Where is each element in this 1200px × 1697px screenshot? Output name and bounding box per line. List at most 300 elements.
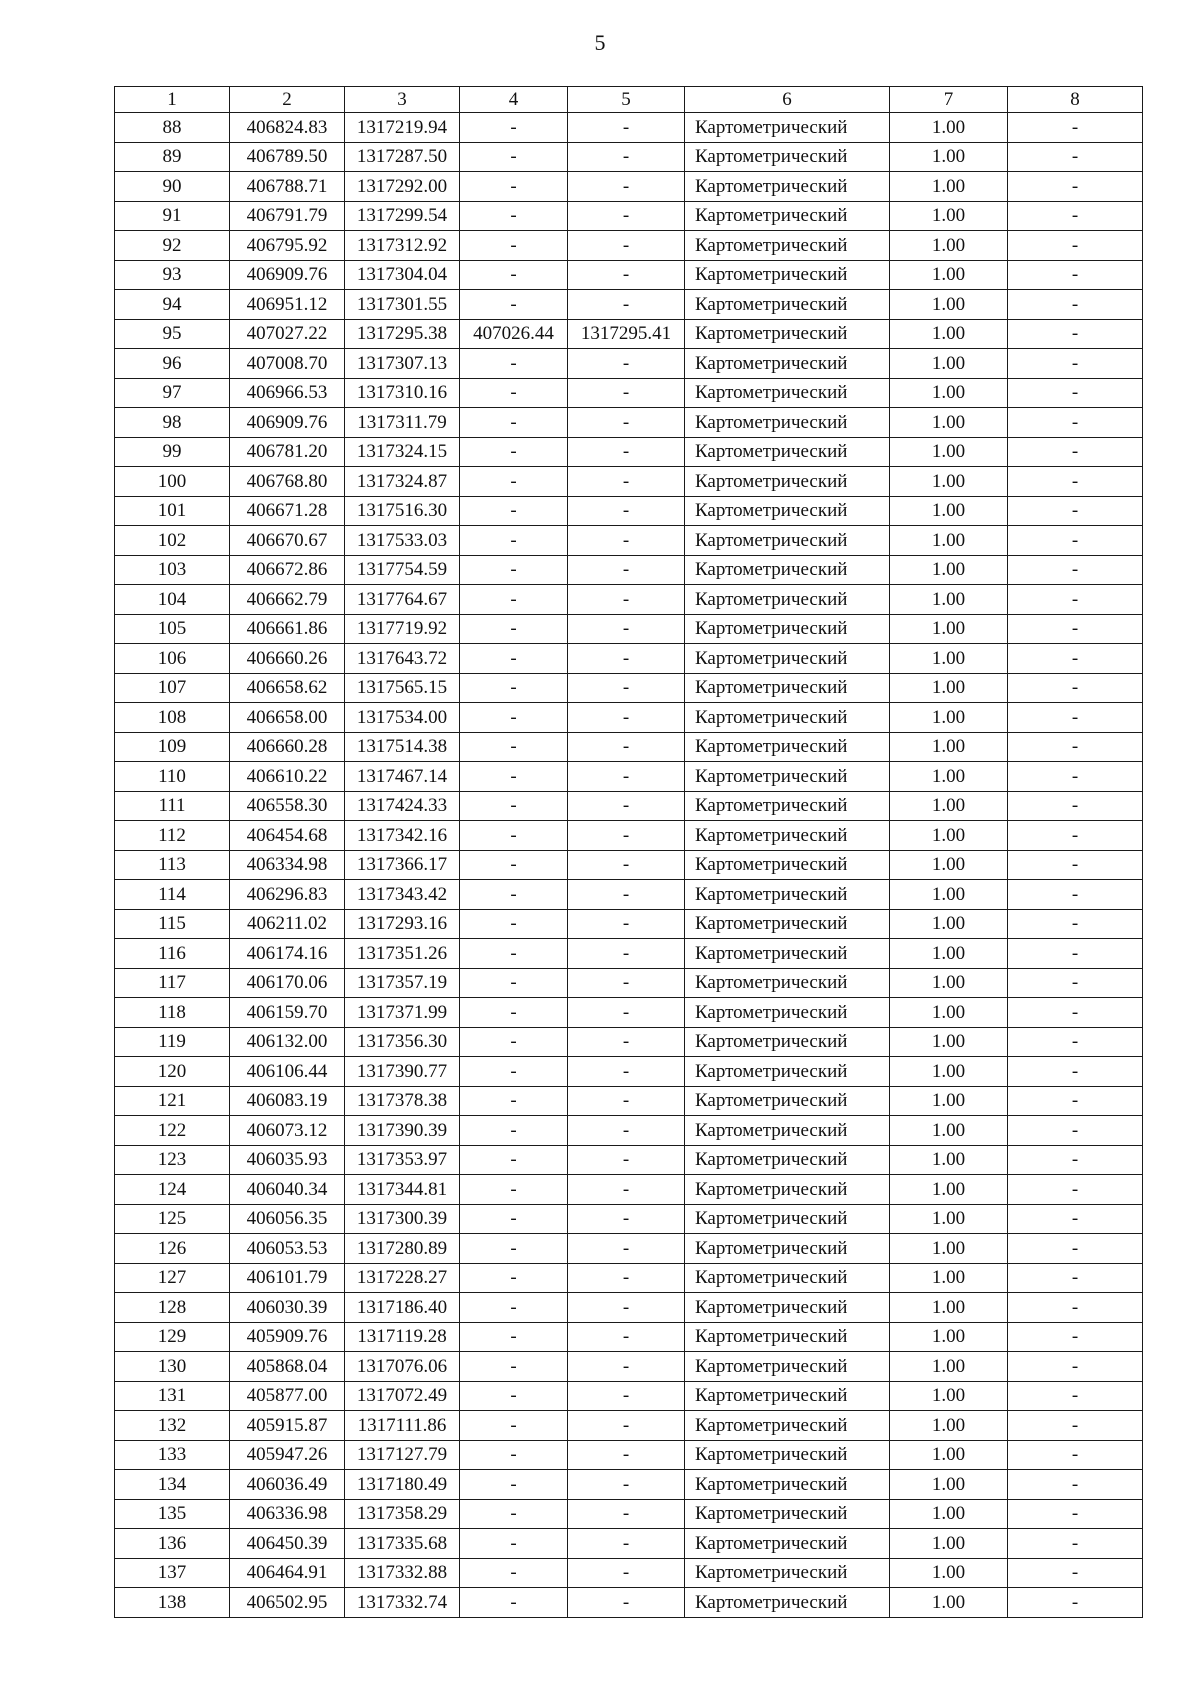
y-coordinate-cell: 1317343.42 <box>345 880 460 910</box>
x-coordinate-cell: 405909.76 <box>230 1322 345 1352</box>
x-coordinate-alt-cell: - <box>460 791 568 821</box>
x-coordinate-alt-cell: - <box>460 968 568 998</box>
x-coordinate-alt-cell: - <box>460 526 568 556</box>
accuracy-cell: 1.00 <box>890 142 1008 172</box>
method-cell: Картометрический <box>685 1027 890 1057</box>
method-cell: Картометрический <box>685 526 890 556</box>
note-cell: - <box>1008 968 1143 998</box>
y-coordinate-alt-cell: - <box>568 201 685 231</box>
note-cell: - <box>1008 172 1143 202</box>
accuracy-cell: 1.00 <box>890 408 1008 438</box>
x-coordinate-alt-cell: - <box>460 201 568 231</box>
x-coordinate-cell: 405877.00 <box>230 1381 345 1411</box>
table-row <box>115 201 1143 231</box>
x-coordinate-alt-cell: - <box>460 1027 568 1057</box>
point-number-cell: 103 <box>115 555 230 585</box>
y-coordinate-cell: 1317299.54 <box>345 201 460 231</box>
x-coordinate-cell: 406658.00 <box>230 703 345 733</box>
method-cell: Картометрический <box>685 1440 890 1470</box>
method-cell: Картометрический <box>685 1293 890 1323</box>
x-coordinate-cell: 406909.76 <box>230 260 345 290</box>
y-coordinate-cell: 1317180.49 <box>345 1470 460 1500</box>
y-coordinate-alt-cell: - <box>568 1204 685 1234</box>
column-header: 5 <box>568 87 685 113</box>
method-cell: Картометрический <box>685 142 890 172</box>
table-row <box>115 1470 1143 1500</box>
accuracy-cell: 1.00 <box>890 1204 1008 1234</box>
note-cell: - <box>1008 614 1143 644</box>
accuracy-cell: 1.00 <box>890 290 1008 320</box>
note-cell: - <box>1008 113 1143 143</box>
y-coordinate-alt-cell: - <box>568 1086 685 1116</box>
note-cell: - <box>1008 349 1143 379</box>
point-number-cell: 106 <box>115 644 230 674</box>
x-coordinate-cell: 406791.79 <box>230 201 345 231</box>
y-coordinate-alt-cell: - <box>568 172 685 202</box>
x-coordinate-cell: 406296.83 <box>230 880 345 910</box>
column-header: 6 <box>685 87 890 113</box>
table-row <box>115 1234 1143 1264</box>
x-coordinate-alt-cell: - <box>460 1352 568 1382</box>
x-coordinate-cell: 406909.76 <box>230 408 345 438</box>
y-coordinate-cell: 1317076.06 <box>345 1352 460 1382</box>
table-row <box>115 378 1143 408</box>
x-coordinate-alt-cell: - <box>460 1263 568 1293</box>
y-coordinate-alt-cell: - <box>568 437 685 467</box>
accuracy-cell: 1.00 <box>890 1411 1008 1441</box>
accuracy-cell: 1.00 <box>890 1086 1008 1116</box>
table-row <box>115 614 1143 644</box>
x-coordinate-cell: 406795.92 <box>230 231 345 261</box>
accuracy-cell: 1.00 <box>890 762 1008 792</box>
note-cell: - <box>1008 1381 1143 1411</box>
point-number-cell: 126 <box>115 1234 230 1264</box>
x-coordinate-alt-cell: - <box>460 1234 568 1264</box>
x-coordinate-alt-cell: - <box>460 1322 568 1352</box>
x-coordinate-alt-cell: - <box>460 1558 568 1588</box>
point-number-cell: 133 <box>115 1440 230 1470</box>
method-cell: Картометрический <box>685 1263 890 1293</box>
x-coordinate-cell: 406101.79 <box>230 1263 345 1293</box>
point-number-cell: 100 <box>115 467 230 497</box>
x-coordinate-alt-cell: - <box>460 467 568 497</box>
table-row <box>115 585 1143 615</box>
point-number-cell: 114 <box>115 880 230 910</box>
y-coordinate-alt-cell: 1317295.41 <box>568 319 685 349</box>
note-cell: - <box>1008 319 1143 349</box>
y-coordinate-cell: 1317467.14 <box>345 762 460 792</box>
note-cell: - <box>1008 880 1143 910</box>
y-coordinate-alt-cell: - <box>568 1558 685 1588</box>
column-header: 3 <box>345 87 460 113</box>
note-cell: - <box>1008 1470 1143 1500</box>
y-coordinate-cell: 1317293.16 <box>345 909 460 939</box>
y-coordinate-alt-cell: - <box>568 1588 685 1618</box>
y-coordinate-alt-cell: - <box>568 1322 685 1352</box>
table-row <box>115 1499 1143 1529</box>
y-coordinate-alt-cell: - <box>568 526 685 556</box>
accuracy-cell: 1.00 <box>890 555 1008 585</box>
point-number-cell: 130 <box>115 1352 230 1382</box>
accuracy-cell: 1.00 <box>890 880 1008 910</box>
note-cell: - <box>1008 142 1143 172</box>
point-number-cell: 112 <box>115 821 230 851</box>
method-cell: Картометрический <box>685 1145 890 1175</box>
point-number-cell: 124 <box>115 1175 230 1205</box>
y-coordinate-cell: 1317304.04 <box>345 260 460 290</box>
table-row <box>115 172 1143 202</box>
note-cell: - <box>1008 762 1143 792</box>
x-coordinate-alt-cell: - <box>460 496 568 526</box>
x-coordinate-alt-cell: - <box>460 260 568 290</box>
y-coordinate-alt-cell: - <box>568 555 685 585</box>
x-coordinate-cell: 406660.26 <box>230 644 345 674</box>
point-number-cell: 99 <box>115 437 230 467</box>
y-coordinate-alt-cell: - <box>568 732 685 762</box>
x-coordinate-alt-cell: - <box>460 1499 568 1529</box>
accuracy-cell: 1.00 <box>890 703 1008 733</box>
point-number-cell: 134 <box>115 1470 230 1500</box>
y-coordinate-cell: 1317424.33 <box>345 791 460 821</box>
method-cell: Картометрический <box>685 762 890 792</box>
method-cell: Картометрический <box>685 1411 890 1441</box>
point-number-cell: 120 <box>115 1057 230 1087</box>
x-coordinate-alt-cell: - <box>460 142 568 172</box>
point-number-cell: 115 <box>115 909 230 939</box>
x-coordinate-alt-cell: - <box>460 644 568 674</box>
method-cell: Картометрический <box>685 260 890 290</box>
note-cell: - <box>1008 1322 1143 1352</box>
y-coordinate-cell: 1317390.39 <box>345 1116 460 1146</box>
method-cell: Картометрический <box>685 1175 890 1205</box>
x-coordinate-cell: 406053.53 <box>230 1234 345 1264</box>
method-cell: Картометрический <box>685 1558 890 1588</box>
y-coordinate-cell: 1317514.38 <box>345 732 460 762</box>
y-coordinate-alt-cell: - <box>568 113 685 143</box>
x-coordinate-cell: 406073.12 <box>230 1116 345 1146</box>
y-coordinate-alt-cell: - <box>568 1499 685 1529</box>
table-body <box>115 113 1143 1618</box>
y-coordinate-cell: 1317311.79 <box>345 408 460 438</box>
table-row <box>115 1204 1143 1234</box>
accuracy-cell: 1.00 <box>890 821 1008 851</box>
x-coordinate-alt-cell: - <box>460 1204 568 1234</box>
method-cell: Картометрический <box>685 555 890 585</box>
accuracy-cell: 1.00 <box>890 1234 1008 1264</box>
accuracy-cell: 1.00 <box>890 349 1008 379</box>
point-number-cell: 97 <box>115 378 230 408</box>
table-row <box>115 467 1143 497</box>
x-coordinate-cell: 405868.04 <box>230 1352 345 1382</box>
x-coordinate-alt-cell: - <box>460 408 568 438</box>
y-coordinate-cell: 1317312.92 <box>345 231 460 261</box>
table-row <box>115 1381 1143 1411</box>
x-coordinate-alt-cell: - <box>460 555 568 585</box>
method-cell: Картометрический <box>685 1588 890 1618</box>
table-row <box>115 939 1143 969</box>
y-coordinate-alt-cell: - <box>568 1057 685 1087</box>
note-cell: - <box>1008 260 1143 290</box>
y-coordinate-cell: 1317565.15 <box>345 673 460 703</box>
y-coordinate-cell: 1317228.27 <box>345 1263 460 1293</box>
accuracy-cell: 1.00 <box>890 496 1008 526</box>
x-coordinate-cell: 406672.86 <box>230 555 345 585</box>
table-row <box>115 762 1143 792</box>
accuracy-cell: 1.00 <box>890 260 1008 290</box>
x-coordinate-alt-cell: - <box>460 850 568 880</box>
note-cell: - <box>1008 1529 1143 1559</box>
method-cell: Картометрический <box>685 791 890 821</box>
y-coordinate-alt-cell: - <box>568 1175 685 1205</box>
method-cell: Картометрический <box>685 732 890 762</box>
note-cell: - <box>1008 467 1143 497</box>
accuracy-cell: 1.00 <box>890 1145 1008 1175</box>
table-row <box>115 880 1143 910</box>
y-coordinate-alt-cell: - <box>568 585 685 615</box>
y-coordinate-cell: 1317186.40 <box>345 1293 460 1323</box>
point-number-cell: 88 <box>115 113 230 143</box>
table-row <box>115 1263 1143 1293</box>
y-coordinate-cell: 1317300.39 <box>345 1204 460 1234</box>
page-number: 5 <box>594 30 606 55</box>
accuracy-cell: 1.00 <box>890 1529 1008 1559</box>
y-coordinate-alt-cell: - <box>568 349 685 379</box>
accuracy-cell: 1.00 <box>890 1558 1008 1588</box>
y-coordinate-alt-cell: - <box>568 909 685 939</box>
method-cell: Картометрический <box>685 172 890 202</box>
x-coordinate-alt-cell: - <box>460 1440 568 1470</box>
accuracy-cell: 1.00 <box>890 1470 1008 1500</box>
x-coordinate-cell: 407027.22 <box>230 319 345 349</box>
accuracy-cell: 1.00 <box>890 1175 1008 1205</box>
note-cell: - <box>1008 290 1143 320</box>
method-cell: Картометрический <box>685 1529 890 1559</box>
table-row <box>115 1145 1143 1175</box>
table-row <box>115 113 1143 143</box>
method-cell: Картометрический <box>685 1057 890 1087</box>
table-row <box>115 1588 1143 1618</box>
accuracy-cell: 1.00 <box>890 585 1008 615</box>
y-coordinate-cell: 1317280.89 <box>345 1234 460 1264</box>
point-number-cell: 95 <box>115 319 230 349</box>
x-coordinate-cell: 406558.30 <box>230 791 345 821</box>
point-number-cell: 129 <box>115 1322 230 1352</box>
method-cell: Картометрический <box>685 1204 890 1234</box>
y-coordinate-alt-cell: - <box>568 1440 685 1470</box>
y-coordinate-cell: 1317344.81 <box>345 1175 460 1205</box>
y-coordinate-alt-cell: - <box>568 673 685 703</box>
accuracy-cell: 1.00 <box>890 201 1008 231</box>
y-coordinate-alt-cell: - <box>568 1027 685 1057</box>
point-number-cell: 89 <box>115 142 230 172</box>
note-cell: - <box>1008 1175 1143 1205</box>
point-number-cell: 138 <box>115 1588 230 1618</box>
table-header-row <box>115 87 1143 113</box>
note-cell: - <box>1008 1499 1143 1529</box>
note-cell: - <box>1008 791 1143 821</box>
y-coordinate-alt-cell: - <box>568 614 685 644</box>
point-number-cell: 108 <box>115 703 230 733</box>
table-row <box>115 909 1143 939</box>
x-coordinate-cell: 406132.00 <box>230 1027 345 1057</box>
point-number-cell: 132 <box>115 1411 230 1441</box>
method-cell: Картометрический <box>685 319 890 349</box>
note-cell: - <box>1008 496 1143 526</box>
x-coordinate-cell: 405915.87 <box>230 1411 345 1441</box>
point-number-cell: 93 <box>115 260 230 290</box>
table-row <box>115 349 1143 379</box>
x-coordinate-cell: 406661.86 <box>230 614 345 644</box>
y-coordinate-cell: 1317295.38 <box>345 319 460 349</box>
note-cell: - <box>1008 585 1143 615</box>
table-row <box>115 644 1143 674</box>
note-cell: - <box>1008 644 1143 674</box>
y-coordinate-cell: 1317342.16 <box>345 821 460 851</box>
method-cell: Картометрический <box>685 378 890 408</box>
method-cell: Картометрический <box>685 821 890 851</box>
x-coordinate-cell: 406030.39 <box>230 1293 345 1323</box>
x-coordinate-cell: 406662.79 <box>230 585 345 615</box>
y-coordinate-alt-cell: - <box>568 1145 685 1175</box>
point-number-cell: 127 <box>115 1263 230 1293</box>
table-row <box>115 1558 1143 1588</box>
accuracy-cell: 1.00 <box>890 1057 1008 1087</box>
accuracy-cell: 1.00 <box>890 231 1008 261</box>
accuracy-cell: 1.00 <box>890 850 1008 880</box>
x-coordinate-cell: 406174.16 <box>230 939 345 969</box>
note-cell: - <box>1008 378 1143 408</box>
method-cell: Картометрический <box>685 850 890 880</box>
table-row <box>115 1027 1143 1057</box>
note-cell: - <box>1008 850 1143 880</box>
method-cell: Картометрический <box>685 231 890 261</box>
accuracy-cell: 1.00 <box>890 319 1008 349</box>
y-coordinate-alt-cell: - <box>568 496 685 526</box>
note-cell: - <box>1008 732 1143 762</box>
accuracy-cell: 1.00 <box>890 172 1008 202</box>
method-cell: Картометрический <box>685 496 890 526</box>
point-number-cell: 118 <box>115 998 230 1028</box>
x-coordinate-alt-cell: - <box>460 113 568 143</box>
y-coordinate-cell: 1317301.55 <box>345 290 460 320</box>
x-coordinate-alt-cell: - <box>460 1057 568 1087</box>
y-coordinate-alt-cell: - <box>568 880 685 910</box>
table-row <box>115 732 1143 762</box>
table-row <box>115 142 1143 172</box>
y-coordinate-cell: 1317643.72 <box>345 644 460 674</box>
table-row <box>115 290 1143 320</box>
y-coordinate-cell: 1317111.86 <box>345 1411 460 1441</box>
x-coordinate-cell: 406788.71 <box>230 172 345 202</box>
accuracy-cell: 1.00 <box>890 1588 1008 1618</box>
note-cell: - <box>1008 555 1143 585</box>
y-coordinate-alt-cell: - <box>568 467 685 497</box>
note-cell: - <box>1008 1204 1143 1234</box>
y-coordinate-alt-cell: - <box>568 850 685 880</box>
x-coordinate-cell: 406159.70 <box>230 998 345 1028</box>
y-coordinate-alt-cell: - <box>568 998 685 1028</box>
method-cell: Картометрический <box>685 703 890 733</box>
x-coordinate-alt-cell: - <box>460 939 568 969</box>
table-row <box>115 231 1143 261</box>
column-header: 1 <box>115 87 230 113</box>
table-row <box>115 1175 1143 1205</box>
x-coordinate-alt-cell: - <box>460 437 568 467</box>
y-coordinate-alt-cell: - <box>568 644 685 674</box>
table-row <box>115 496 1143 526</box>
method-cell: Картометрический <box>685 614 890 644</box>
point-number-cell: 110 <box>115 762 230 792</box>
x-coordinate-cell: 406040.34 <box>230 1175 345 1205</box>
method-cell: Картометрический <box>685 1352 890 1382</box>
accuracy-cell: 1.00 <box>890 939 1008 969</box>
note-cell: - <box>1008 231 1143 261</box>
x-coordinate-cell: 406450.39 <box>230 1529 345 1559</box>
table-row <box>115 791 1143 821</box>
table-row <box>115 319 1143 349</box>
table-row <box>115 408 1143 438</box>
y-coordinate-alt-cell: - <box>568 939 685 969</box>
method-cell: Картометрический <box>685 113 890 143</box>
column-header: 7 <box>890 87 1008 113</box>
table-row <box>115 1322 1143 1352</box>
point-number-cell: 94 <box>115 290 230 320</box>
y-coordinate-cell: 1317324.87 <box>345 467 460 497</box>
accuracy-cell: 1.00 <box>890 732 1008 762</box>
y-coordinate-alt-cell: - <box>568 142 685 172</box>
table-row <box>115 260 1143 290</box>
x-coordinate-alt-cell: - <box>460 821 568 851</box>
y-coordinate-alt-cell: - <box>568 1293 685 1323</box>
x-coordinate-alt-cell: - <box>460 585 568 615</box>
x-coordinate-alt-cell: - <box>460 1411 568 1441</box>
accuracy-cell: 1.00 <box>890 1027 1008 1057</box>
accuracy-cell: 1.00 <box>890 614 1008 644</box>
x-coordinate-alt-cell: 407026.44 <box>460 319 568 349</box>
note-cell: - <box>1008 821 1143 851</box>
point-number-cell: 122 <box>115 1116 230 1146</box>
accuracy-cell: 1.00 <box>890 1293 1008 1323</box>
point-number-cell: 135 <box>115 1499 230 1529</box>
table-row <box>115 1411 1143 1441</box>
y-coordinate-cell: 1317366.17 <box>345 850 460 880</box>
accuracy-cell: 1.00 <box>890 673 1008 703</box>
x-coordinate-cell: 406170.06 <box>230 968 345 998</box>
point-number-cell: 136 <box>115 1529 230 1559</box>
x-coordinate-cell: 406966.53 <box>230 378 345 408</box>
note-cell: - <box>1008 1027 1143 1057</box>
y-coordinate-cell: 1317357.19 <box>345 968 460 998</box>
point-number-cell: 98 <box>115 408 230 438</box>
x-coordinate-alt-cell: - <box>460 998 568 1028</box>
method-cell: Картометрический <box>685 1234 890 1264</box>
accuracy-cell: 1.00 <box>890 1322 1008 1352</box>
point-number-cell: 117 <box>115 968 230 998</box>
point-number-cell: 123 <box>115 1145 230 1175</box>
method-cell: Картометрический <box>685 349 890 379</box>
x-coordinate-alt-cell: - <box>460 172 568 202</box>
accuracy-cell: 1.00 <box>890 467 1008 497</box>
x-coordinate-cell: 406464.91 <box>230 1558 345 1588</box>
x-coordinate-alt-cell: - <box>460 673 568 703</box>
method-cell: Картометрический <box>685 998 890 1028</box>
method-cell: Картометрический <box>685 467 890 497</box>
x-coordinate-cell: 406106.44 <box>230 1057 345 1087</box>
point-number-cell: 104 <box>115 585 230 615</box>
note-cell: - <box>1008 909 1143 939</box>
y-coordinate-cell: 1317127.79 <box>345 1440 460 1470</box>
y-coordinate-alt-cell: - <box>568 408 685 438</box>
